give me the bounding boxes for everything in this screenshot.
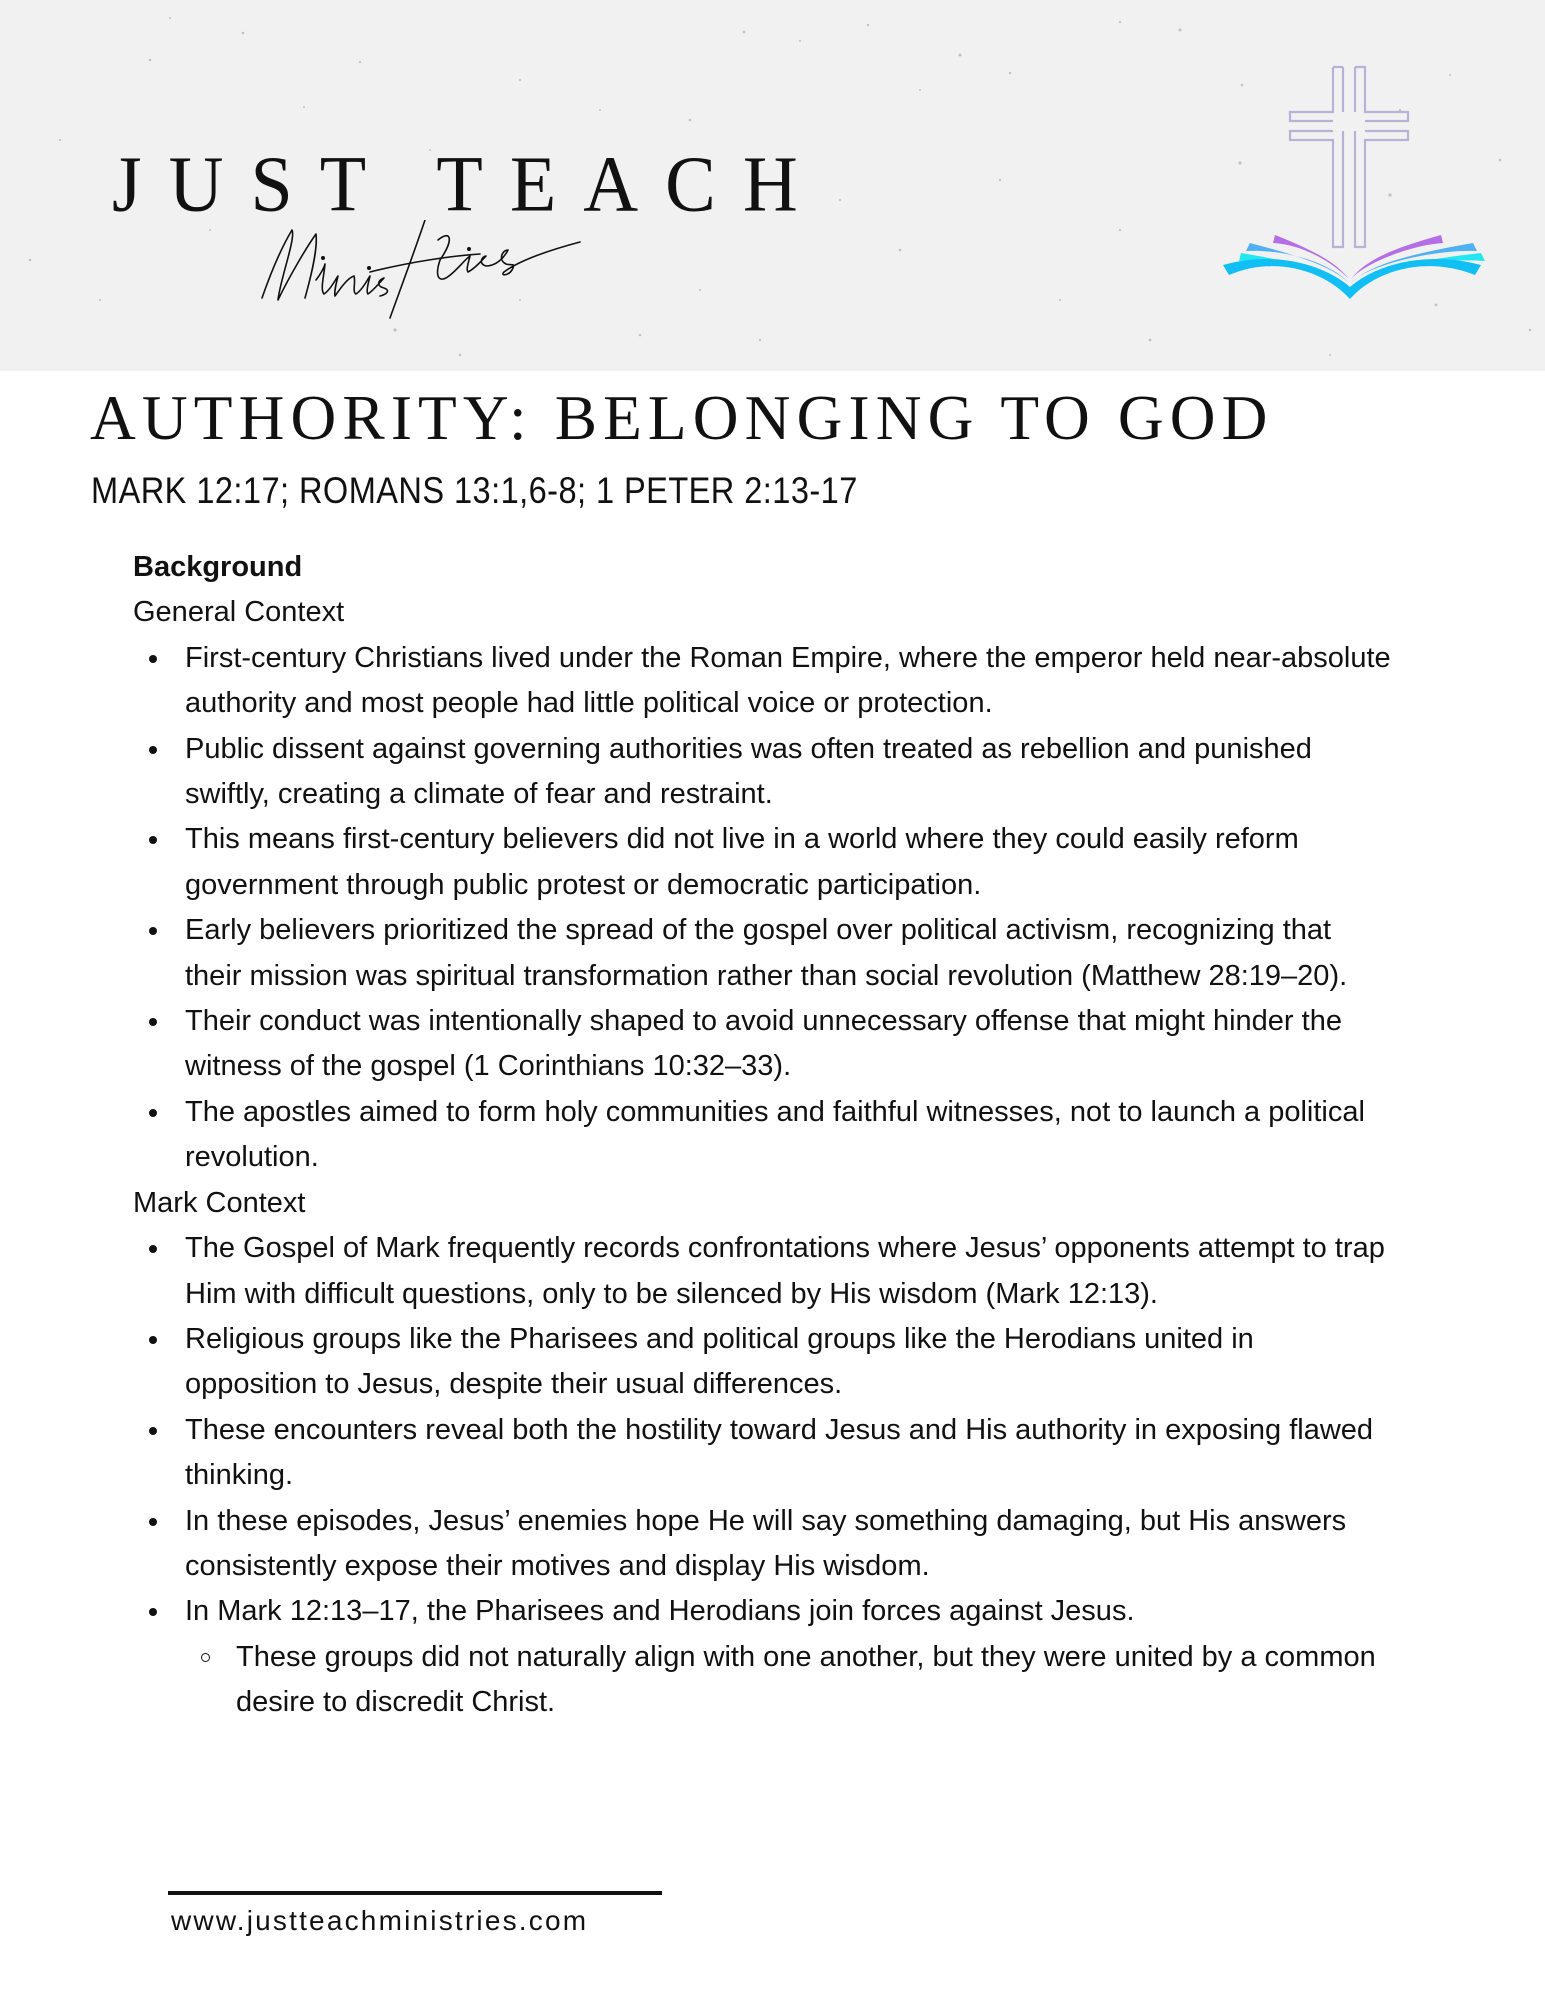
bullet-icon bbox=[149, 1336, 157, 1344]
bullet-icon bbox=[149, 1109, 157, 1117]
subheading-general-context: General Context bbox=[133, 596, 345, 629]
section-heading: Background bbox=[133, 551, 303, 583]
list-item: Religious groups like the Pharisees and political groups like the Herodians united in opposition to Jesus, despite their usual differences. bbox=[185, 1317, 1393, 1408]
subheading-mark-context: Mark Context bbox=[133, 1186, 306, 1219]
list-item: Public dissent against governing authorities was often treated as rebellion and punished swiftly, creating a climate of fear and restraint. bbox=[185, 727, 1393, 818]
list-item: First-century Christians lived under the Roman Empire, where the emperor held near-absolute authority and most people had little political voice or protection. bbox=[185, 636, 1393, 727]
brand-wordmark: JUST TEACH bbox=[112, 139, 825, 229]
document-body bbox=[133, 545, 1393, 1726]
bullet-icon bbox=[149, 1245, 157, 1253]
footer-divider bbox=[168, 1891, 662, 1895]
mark-context-list bbox=[133, 1226, 1393, 1725]
list-item: The apostles aimed to form holy communities and faithful witnesses, not to launch a political revolution. bbox=[185, 1090, 1393, 1181]
bullet-icon bbox=[149, 836, 157, 844]
sub-list-item: These groups did not naturally align with one another, but they were united by a common desire to discredit Christ. bbox=[236, 1635, 1393, 1726]
bullet-icon bbox=[149, 1518, 157, 1526]
list-item: In these episodes, Jesus’ enemies hope He will say something damaging, but His answers consistently expose their motives and display His wisdom. bbox=[185, 1499, 1393, 1590]
list-item: Early believers prioritized the spread of the gospel over political activism, recognizing that their mission was spiritual transformation rather than social revolution (Matthew 28:19–20). bbox=[185, 908, 1393, 999]
website-link[interactable]: www.justteachministries.com bbox=[171, 1905, 589, 1936]
sub-list bbox=[185, 1635, 1393, 1726]
list-item: These encounters reveal both the hostility toward Jesus and His authority in exposing flawed thinking. bbox=[185, 1408, 1393, 1499]
bullet-icon bbox=[149, 927, 157, 935]
list-item: In Mark 12:13–17, the Pharisees and Herodians join forces against Jesus. These groups did not naturally align with one another, but they were united by a common desire to discredit Christ. bbox=[185, 1589, 1393, 1725]
bullet-icon bbox=[149, 746, 157, 754]
page-header bbox=[0, 0, 1545, 371]
general-context-list bbox=[133, 636, 1393, 1181]
cross-book-logo-icon bbox=[1215, 65, 1485, 305]
list-item: This means first-century believers did not live in a world where they could easily reform government through public protest or democratic participation. bbox=[185, 817, 1393, 908]
list-item: The Gospel of Mark frequently records confrontations where Jesus’ opponents attempt to trap Him with difficult questions, only to be silenced by His wisdom (Mark 12:13). bbox=[185, 1226, 1393, 1317]
hollow-bullet-icon bbox=[201, 1653, 210, 1662]
scripture-references: MARK 12:17; ROMANS 13:1,6-8; 1 PETER 2:13-17 bbox=[91, 470, 858, 511]
bullet-icon bbox=[149, 655, 157, 663]
bullet-icon bbox=[149, 1427, 157, 1435]
brand-script-ministries bbox=[250, 220, 750, 320]
page-title: AUTHORITY: BELONGING TO GOD bbox=[90, 382, 1274, 453]
bullet-icon bbox=[149, 1018, 157, 1026]
list-item: Their conduct was intentionally shaped to avoid unnecessary offense that might hinder the witness of the gospel (1 Corinthians 10:32–33). bbox=[185, 999, 1393, 1090]
bullet-icon bbox=[149, 1608, 157, 1616]
